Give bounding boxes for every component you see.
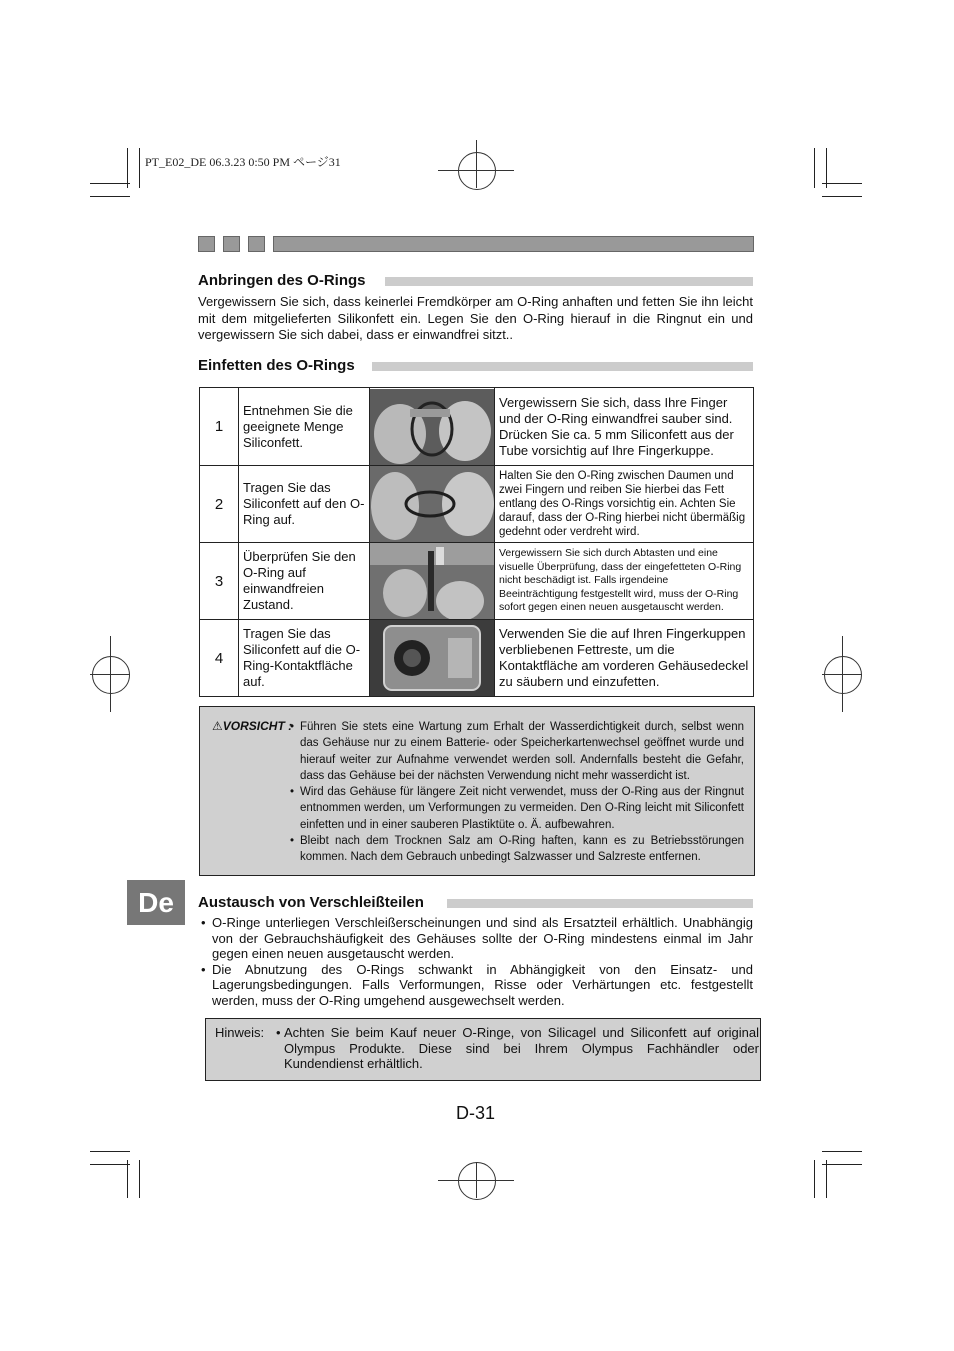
list-item: • O-Ringe unterliegen Verschleißerscheinungen und sind als Ersatzteil erhältlich. Unabhängig von der Gebrauchshäufigkeit des Gehäuses sollte der O-Ring mindestens einmal im Jahr gegen einen neuen ausgetauscht werden. [200,915,753,962]
note-box [205,1018,761,1081]
note-text: • Achten Sie beim Kauf neuer O-Ringe, von Silicagel und Siliconfett auf original Olympus Produkte. Diese sind bei Ihrem Olympus Fachhändler oder Kundendienst erhältlich. [276,1025,759,1072]
photo-checking-ring [370,543,494,619]
table-row [200,388,754,466]
caution-box [199,706,755,876]
step-description: Vergewissern Sie sich, dass Ihre Finger und der O-Ring einwandfrei sauber sind. Drücken Sie ca. 5 mm Siliconfett aus der Tube vorsichtig auf Ihre Fingerkuppe. [495,388,754,466]
section-heading: Anbringen des O-Rings [198,272,366,289]
table-row [200,620,754,697]
crop-mark [127,148,128,188]
crop-mark [90,1151,130,1152]
section-heading: Austausch von Verschleißteilen [198,894,424,911]
crop-mark [822,196,862,197]
crop-mark [826,148,827,188]
table-row [200,466,754,543]
photo-hands-ring [370,389,494,465]
header-bar [273,236,754,252]
list-item: • Wird das Gehäuse für längere Zeit nicht verwendet, muss der O-Ring aus der Ringnut entnommen werden, um Verformungen zu vermeiden. Den O-Ring leicht mit Siliconfett einfetten und in einer sauberen Plastiktüte o. Ä. aufbewahren. [290,784,744,833]
crop-mark [127,1160,128,1198]
table-row [200,543,754,620]
photo-greasing-ring [370,466,494,542]
step-photo [370,620,495,697]
print-slug: PT_E02_DE 06.3.23 0:50 PM ページ31 [145,155,341,169]
warning-triangle-icon: ⚠ [212,719,223,733]
crop-mark [90,183,130,184]
step-description: Verwenden Sie die auf Ihren Fingerkuppen verbliebenen Fettreste, um die Kontaktfläche am vorderen Gehäusedeckel zu säubern und einzufetten. [495,620,754,697]
section-heading: Einfetten des O-Rings [198,357,355,374]
crop-mark [826,1160,827,1198]
crop-mark [90,196,130,197]
caution-list [290,719,744,866]
crop-mark [814,148,815,188]
step-label: Überprüfen Sie den O-Ring auf einwandfreien Zustand. [239,543,370,620]
step-photo [370,543,495,620]
heading-rule [447,899,753,908]
heading-rule [372,362,753,371]
language-tab: De [127,880,185,925]
step-description: Vergewissern Sie sich durch Abtasten und eine visuelle Überprüfung, dass der eingefetteten O-Ring nicht beschädigt ist. Falls irgendeine Beeinträchtigung festgestellt wird, muss der O-Ring sofort gegen einen neuen ausgetauscht werden. [495,543,754,620]
step-number: 3 [200,543,239,620]
header-square [223,236,240,252]
step-number: 4 [200,620,239,697]
crop-mark [139,148,140,188]
step-photo [370,388,495,466]
steps-table [199,387,754,697]
step-label: Tragen Sie das Siliconfett auf den O-Ring auf. [239,466,370,543]
header-square [248,236,265,252]
list-item: • Bleibt nach dem Trocknen Salz am O-Ring haften, kann es zu Betriebsstörungen kommen. Nach dem Gebrauch unbedingt Salzwasser und Salzreste entfernen. [290,833,744,866]
step-photo [370,466,495,543]
crop-mark [822,183,862,184]
step-number: 1 [200,388,239,466]
crop-mark [822,1164,862,1165]
crop-mark [822,1151,862,1152]
header-square [198,236,215,252]
crop-mark [139,1160,140,1198]
step-label: Entnehmen Sie die geeignete Menge Siliconfett. [239,388,370,466]
list-item: • Führen Sie stets eine Wartung zum Erhalt der Wasserdichtigkeit durch, selbst wenn das Gehäuse nur zu einem Batterie- oder Speicherkartenwechsel geöffnet wurde und hierauf weiter zur Aufnahme verwendet werden soll. Andernfalls besteht die Gefahr, dass das Gehäuse bei der nächsten Verwendung nicht mehr wasserdicht ist. [290,719,744,784]
list-item: • Die Abnutzung des O-Rings schwankt in Abhängigkeit von den Einsatz- und Lagerungsbedingungen. Falls Verformungen, Risse oder Verhärtungen etc. festgestellt werden, muss der O-Ring umgehend ausgewechselt werden. [200,962,753,1009]
note-label: Hinweis: [215,1025,265,1040]
heading-rule [385,277,753,286]
step-number: 2 [200,466,239,543]
photo-housing [370,620,494,696]
replacement-list [200,915,753,1008]
crop-mark [90,1164,130,1165]
step-description: Halten Sie den O-Ring zwischen Daumen und zwei Fingern und reiben Sie hierbei das Fett entlang des O-Rings vorsichtig ein. Achten Sie darauf, dass der O-Ring hierbei nicht übermäßig gedehnt oder verdreht wird. [495,466,754,543]
step-label: Tragen Sie das Siliconfett auf die O-Ring-Kontaktfläche auf. [239,620,370,697]
caution-label: ⚠VORSICHT : [212,719,293,733]
section-text: Vergewissern Sie sich, dass keinerlei Fremdkörper am O-Ring anhaften und fetten Sie ihn leicht mit dem mitgelieferten Silikonfett ein. Legen Sie den O-Ring hierauf in die Ringnut ein und vergewissern Sie sich dabei, dass er einwandfrei sitzt.. [198,294,753,342]
page-number: D-31 [456,1103,496,1123]
crop-mark [814,1160,815,1198]
